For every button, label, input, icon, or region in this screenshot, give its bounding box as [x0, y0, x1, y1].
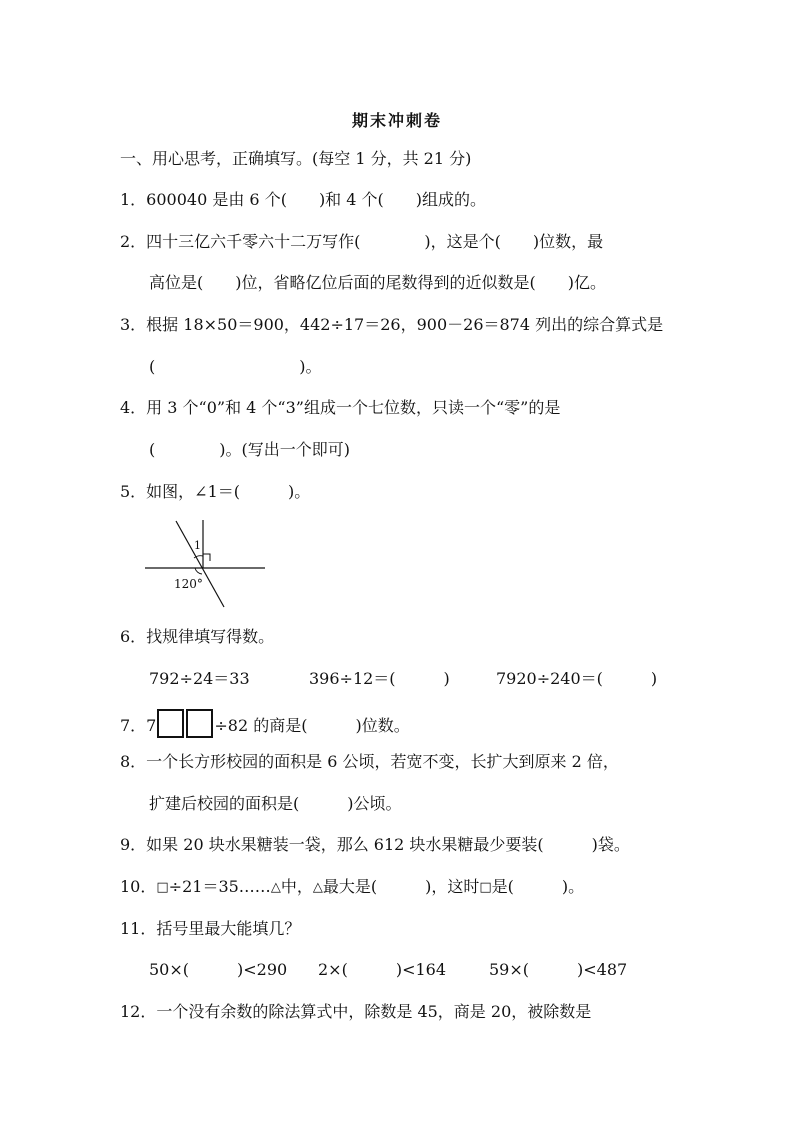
- digit-box: [186, 709, 213, 738]
- slanted-line: [176, 521, 224, 607]
- q11-item-1: 50×( )<290: [149, 960, 288, 979]
- section-heading: 一、用心思考，正确填写。(每空 1 分，共 21 分): [120, 149, 472, 168]
- angle-figure: [140, 518, 270, 610]
- angle-120-label: 120°: [174, 577, 203, 591]
- page-title: 期末冲刺卷: [351, 111, 442, 130]
- angle-1-label: 1: [194, 539, 201, 552]
- question-12: 12．一个没有余数的除法算式中，除数是 45，商是 20，被除数是: [120, 1002, 592, 1021]
- question-9: 9．如果 20 块水果糖装一袋，那么 612 块水果糖最少要装( )袋。: [120, 835, 630, 854]
- question-8-line-2: 扩建后校园的面积是( )公顷。: [149, 794, 402, 813]
- q7-suffix: ÷82 的商是( )位数。: [214, 716, 410, 735]
- q7-prefix: 7．7: [120, 716, 157, 735]
- right-angle-mark: [203, 554, 210, 561]
- q6-item-1: 792÷24＝33: [149, 669, 250, 688]
- question-7: [120, 709, 410, 738]
- triangle-symbol: △: [312, 880, 323, 895]
- question-4-line-1: 4．用 3 个“0”和 4 个“3”组成一个七位数，只读一个“零”的是: [120, 398, 561, 417]
- question-6: 6．找规律填写得数。: [120, 627, 275, 646]
- question-8-line-1: 8．一个长方形校园的面积是 6 公顷，若宽不变，长扩大到原来 2 倍，: [120, 752, 619, 771]
- question-4-line-2: ( )。(写出一个即可): [149, 440, 350, 459]
- question-2-line-2: 高位是( )位，省略亿位后面的尾数得到的近似数是( )亿。: [149, 273, 606, 292]
- q6-item-2: 396÷12＝( ): [309, 669, 450, 688]
- question-2-line-1: 2．四十三亿六千零六十二万写作( )，这是个( )位数，最: [120, 232, 604, 251]
- question-1: 1．600040 是由 6 个( )和 4 个( )组成的。: [120, 190, 487, 209]
- question-10: 10．□÷21＝35……△中，△最大是( )，这时□是( )。: [120, 877, 585, 896]
- triangle-symbol: △: [270, 880, 281, 895]
- digit-box: [157, 709, 184, 738]
- q11-item-3: 59×( )<487: [489, 960, 628, 979]
- q11-item-2: 2×( )<164: [318, 960, 447, 979]
- q6-item-3: 7920÷240＝( ): [496, 669, 658, 688]
- question-3-line-2: ( )。: [149, 357, 322, 376]
- question-11: 11．括号里最大能填几？: [120, 919, 301, 938]
- question-5: 5．如图，∠1＝( )。: [120, 482, 311, 501]
- square-symbol: □: [479, 880, 492, 895]
- square-symbol: □: [156, 880, 169, 895]
- angle-120-arc: [195, 568, 202, 574]
- question-3-line-1: 3．根据 18×50＝900，442÷17＝26，900－26＝874 列出的综合算式是: [120, 315, 664, 334]
